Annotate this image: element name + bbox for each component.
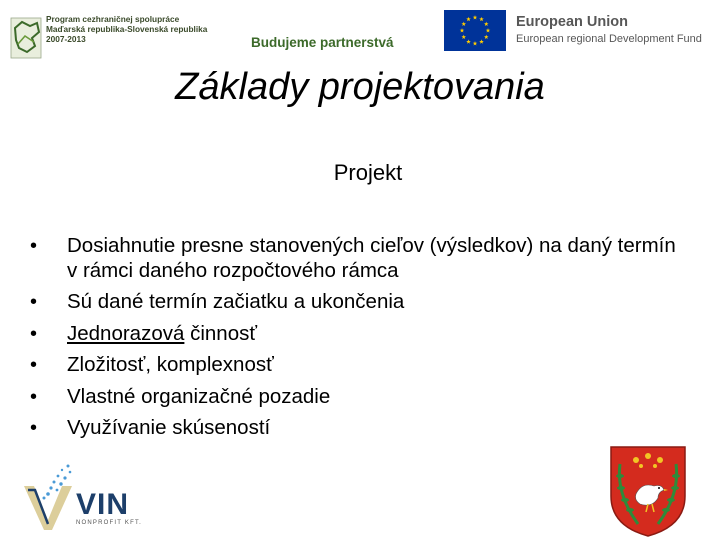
bullet-item [30,416,690,441]
bullet-marker: • [30,235,38,257]
bullet-marker: • [30,354,38,376]
program-motto: Budujeme partnerstvá [251,35,394,50]
bullet-item [30,234,690,283]
bullet-marker: • [30,417,38,439]
map-outline-icon [10,14,44,64]
eu-subtitle: European regional Development Fund [516,33,702,45]
program-line-2: Maďarská republika-Slovenská republika [46,24,208,34]
slide-title: Základy projektovania [175,66,545,108]
program-line-3: 2007-2013 [46,34,86,44]
program-logo [10,14,250,64]
slide-subtitle: Projekt [333,160,403,185]
bullet-text: Vlastné organizačné pozadie [67,384,331,408]
bullet-item [30,322,690,347]
bullet-item [30,385,690,410]
bullet-marker: • [30,291,38,313]
bullet-list [30,234,690,448]
eu-title: European Union [516,14,628,30]
bullet-text: Dosiahnutie presne stanovených cieľov (výsledkov) na daný termín v rámci daného rozpočtového rámca [67,234,676,282]
coat-of-arms-icon [608,444,688,538]
eu-flag-icon [444,10,506,51]
vin-logo-icon [18,462,78,536]
vin-logo-text: VIN [76,488,130,521]
program-line-1: Program cezhraničnej spolupráce [46,14,180,24]
vin-logo [18,462,148,536]
bullet-text: Sú dané termín začiatku a ukončenia [67,290,405,313]
bullet-marker: • [30,322,38,345]
vin-logo-subtext: NONPROFIT KFT. [76,520,143,526]
bullet-text-underlined: Jednorazová [67,321,185,345]
bullet-item [30,353,690,378]
bullet-text: Zložitosť, komplexnosť [67,353,274,376]
bullet-text: činnosť [184,321,258,345]
bullet-marker: • [30,385,38,408]
bullet-text: Využívanie skúseností [67,416,271,439]
bullet-item [30,290,690,315]
